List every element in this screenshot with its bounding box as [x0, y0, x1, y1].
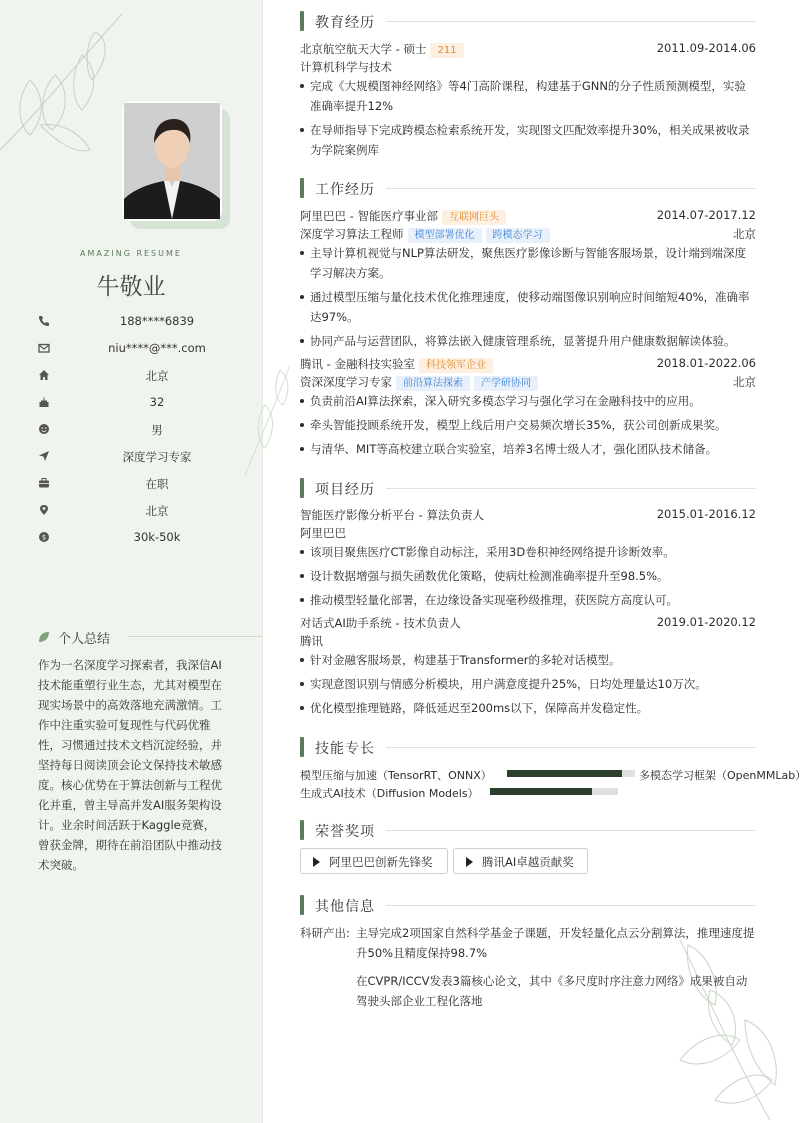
- project-org: 阿里巴巴: [300, 526, 346, 540]
- project-bullet: 优化模型推理链路，降低延迟至200ms以下，保障高并发稳定性。: [300, 698, 756, 718]
- job-bullet: 牵头智能投顾系统开发，模型上线后用户交易频次增长35%，获公司创新成果奖。: [300, 415, 756, 435]
- person-name: 牛敬业: [96, 274, 166, 300]
- leaf-decoration-middle: [235, 360, 295, 480]
- info-status: [38, 475, 238, 493]
- mail-icon: [38, 342, 50, 354]
- briefcase-icon: [38, 477, 50, 489]
- section-divider: [386, 830, 756, 831]
- info-age: [38, 394, 238, 412]
- work-section-heading: [300, 178, 756, 198]
- job-date: 2014.07-2017.12: [656, 208, 756, 222]
- other-title: 其他信息: [315, 899, 375, 915]
- profile-photo-frame: [122, 101, 222, 221]
- project-bullet: 设计数据增强与损失函数优化策略，使病灶检测准确率提升至98.5%。: [300, 566, 756, 586]
- project-name: 智能医疗影像分析平台 - 算法负责人: [300, 508, 484, 522]
- skill-name: 模型压缩与加速（TensorRT、ONNX）: [300, 769, 492, 782]
- home-icon: [38, 369, 50, 381]
- other-paragraph: 在CVPR/ICCV发表3篇核心论文，其中《多尺度时序注意力网络》成果被自动驾驶头部企业工程化落地: [356, 974, 748, 1008]
- project-name: 对话式AI助手系统 - 技术负责人: [300, 616, 461, 630]
- project-date: 2015.01-2016.12: [656, 507, 756, 521]
- education-bullet: 完成《大规模图神经网络》等4门高阶课程，构建基于GNN的分子性质预测模型，实验准确率提升12%: [300, 76, 756, 116]
- section-accent-bar: [300, 178, 304, 198]
- education-title: 教育经历: [315, 15, 375, 31]
- position-value: 深度学习专家: [122, 450, 192, 464]
- skills-title: 技能专长: [315, 741, 375, 757]
- info-hometown: [38, 367, 238, 385]
- honors-section-heading: [300, 820, 756, 840]
- hometown-value: 北京: [145, 369, 169, 383]
- job-role-row: [300, 374, 756, 391]
- section-accent-bar: [300, 737, 304, 757]
- section-accent-bar: [300, 895, 304, 915]
- skill-name: 生成式AI技术（Diffusion Models）: [300, 787, 479, 800]
- project-bullet: 针对金融客服场景，构建基于Transformer的多轮对话模型。: [300, 650, 756, 670]
- summary-divider: [128, 636, 262, 637]
- salary-icon: [38, 531, 50, 543]
- role-tag: 跨模态学习: [486, 228, 550, 243]
- job-bullet: 与清华、MIT等高校建立联合实验室，培养3名博士级人才，强化团队技术储备。: [300, 439, 756, 459]
- section-divider: [386, 488, 756, 489]
- job-city: 北京: [733, 227, 756, 241]
- job-header: [300, 356, 756, 373]
- project-bullet: 实现意图识别与情感分析模块，用户满意度提升25%，日均处理量达10万次。: [300, 674, 756, 694]
- skill-bar: [507, 770, 635, 777]
- company-name: 阿里巴巴 - 智能医疗事业部: [300, 209, 438, 223]
- section-accent-bar: [300, 478, 304, 498]
- job-bullet: 负责前沿AI算法探索，深入研究多模态学习与强化学习在金融科技中的应用。: [300, 391, 756, 411]
- project-header: [300, 615, 756, 632]
- play-triangle-icon: [313, 857, 320, 867]
- role-tag: 前沿算法探索: [396, 376, 470, 391]
- info-salary: [38, 529, 238, 547]
- project-date: 2019.01-2020.12: [656, 615, 756, 629]
- skill-bar-fill: [507, 770, 622, 777]
- summary-text: 作为一名深度学习探索者，我深信AI技术能重塑行业生态，尤其对模型在现实场景中的高效落地充满激情。工作中注重实验可复现性与代码优雅性，习惯通过技术文档沉淀经验，并坚持每日阅读顶会论文保持技术敏感度。核心优势在于算法创新与工程优化并重，曾主导高并发AI服务架构设计。业余时间活跃于Kaggle竞赛，曾获金牌，期待在前沿团队中推动技术突破。: [38, 658, 222, 872]
- age-value: 32: [149, 395, 165, 409]
- skill-bar-fill: [490, 788, 592, 795]
- summary-heading: [38, 628, 224, 646]
- resume-tagline: AMAZING RESUME: [80, 249, 182, 258]
- other-section-heading: [300, 895, 756, 915]
- other-paragraph: 主导完成2项国家自然科学基金子课题，开发轻量化点云分割算法，推理速度提升50%且精度保持98.7%: [356, 926, 755, 960]
- location-pin-icon: [38, 504, 50, 516]
- salary-value: 30k-50k: [133, 530, 181, 544]
- role-tag: 模型部署优化: [408, 228, 482, 243]
- project-header: [300, 507, 756, 524]
- gender-value: 男: [151, 423, 163, 437]
- honors-title: 荣誉奖项: [315, 824, 375, 840]
- honor-item: [453, 848, 588, 874]
- skills-section-heading: [300, 737, 756, 757]
- job-bullet: 通过模型压缩与量化技术优化推理速度，使移动端图像识别响应时间缩短40%，准确率达97%。: [300, 287, 756, 327]
- section-divider: [386, 188, 756, 189]
- info-gender: [38, 421, 238, 439]
- section-divider: [386, 905, 756, 906]
- section-divider: [386, 21, 756, 22]
- education-major: 计算机科学与技术: [300, 60, 392, 74]
- company-tag: 科技领军企业: [419, 358, 493, 373]
- job-bullet: 主导计算机视觉与NLP算法研发，聚焦医疗影像诊断与智能客服场景，设计端到端深度学习解决方案。: [300, 243, 756, 283]
- sidebar: [0, 0, 263, 1123]
- education-bullet: 在导师指导下完成跨模态检索系统开发，实现图文匹配效率提升30%，相关成果被收录为学院案例库: [300, 120, 756, 160]
- school-tag: 211: [430, 43, 463, 58]
- project-org: 腾讯: [300, 634, 323, 648]
- work-title: 工作经历: [315, 182, 375, 198]
- education-section-heading: [300, 11, 756, 31]
- info-email: [38, 340, 238, 358]
- location-value: 北京: [145, 504, 169, 518]
- avatar: [122, 101, 222, 221]
- summary-title: 个人总结: [58, 632, 111, 647]
- job-role: 资深深度学习专家: [300, 375, 392, 389]
- job-date: 2018.01-2022.06: [656, 356, 756, 370]
- project-bullet: 推动模型轻量化部署，在边缘设备实现毫秒级推理，获医院方高度认可。: [300, 590, 756, 610]
- cake-icon: [38, 396, 50, 408]
- school-name: 北京航空航天大学 - 硕士: [300, 42, 427, 56]
- job-header: [300, 208, 756, 225]
- projects-title: 项目经历: [315, 482, 375, 498]
- projects-section-heading: [300, 478, 756, 498]
- honor-label: 阿里巴巴创新先锋奖: [329, 855, 433, 869]
- job-bullet: 协同产品与运营团队，将算法嵌入健康管理系统，显著提升用户健康数据解读体验。: [300, 331, 756, 351]
- honor-item: [300, 848, 448, 874]
- education-header: [300, 41, 756, 58]
- svg-text:$: $: [41, 533, 47, 542]
- email-value: niu****@***.com: [108, 341, 206, 355]
- skill-name: 多模态学习框架（OpenMMLab）: [639, 769, 806, 782]
- info-phone: [38, 313, 238, 331]
- skill-bar: [490, 788, 618, 795]
- phone-icon: [38, 315, 50, 327]
- job-city: 北京: [733, 375, 756, 389]
- info-location: [38, 502, 238, 520]
- honor-label: 腾讯AI卓越贡献奖: [482, 855, 574, 869]
- job-role-row: [300, 226, 756, 243]
- section-divider: [386, 747, 756, 748]
- company-tag: 互联网巨头: [442, 210, 506, 225]
- gender-icon: [38, 423, 50, 435]
- role-tag: 产学研协同: [474, 376, 538, 391]
- leaf-icon: [38, 631, 50, 643]
- other-label: 科研产出:: [300, 926, 350, 940]
- section-accent-bar: [300, 820, 304, 840]
- job-role: 深度学习算法工程师: [300, 227, 404, 241]
- status-value: 在职: [145, 477, 169, 491]
- company-name: 腾讯 - 金融科技实验室: [300, 357, 415, 371]
- phone-value: 188****6839: [119, 314, 195, 328]
- send-icon: [38, 450, 50, 462]
- play-triangle-icon: [466, 857, 473, 867]
- info-position: [38, 448, 238, 466]
- education-date: 2011.09-2014.06: [656, 41, 756, 55]
- section-accent-bar: [300, 11, 304, 31]
- project-bullet: 该项目聚焦医疗CT影像自动标注，采用3D卷积神经网络提升诊断效率。: [300, 542, 756, 562]
